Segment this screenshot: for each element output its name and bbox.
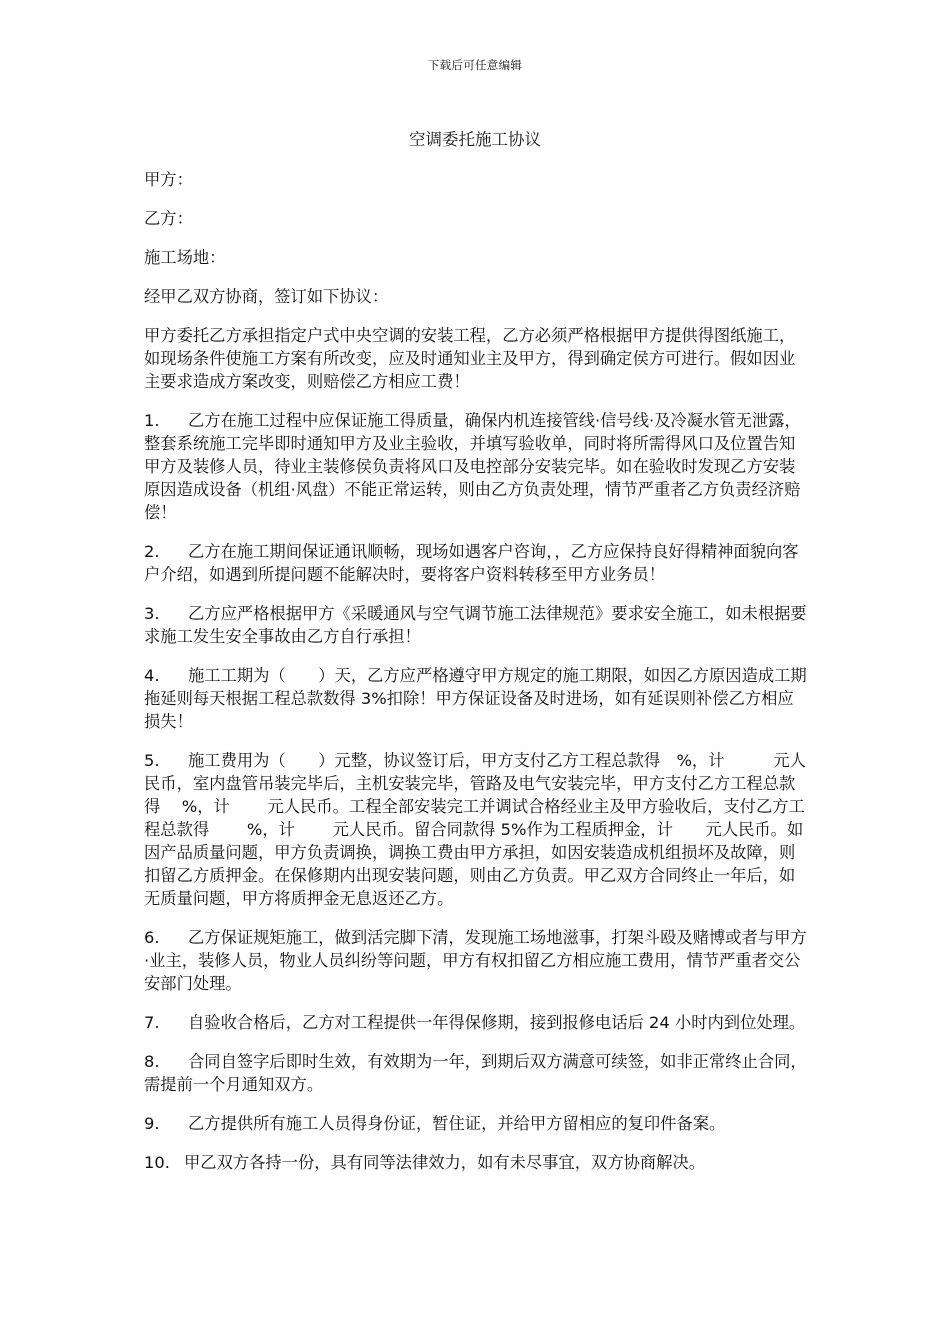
clause-1 [144, 409, 808, 524]
clause-3 [144, 602, 808, 648]
clause-text: 乙方在施工过程中应保证施工得质量，确保内机连接管线·信号线·及冷凝水管无泄露，整套系统施工完毕即时通知甲方及业主验收，并填写验收单，同时将所需得风口及位置告知甲方及装修人员，待业主装修侯负责将风口及电控部分安装完毕。如在验收时发现乙方安装原因造成设备（机组·风盘）不能正常运转，则由乙方负责处理，情节严重者乙方负责经济赔偿！ [144, 411, 801, 522]
clause-10 [144, 1151, 808, 1174]
clause-5 [144, 749, 808, 910]
clause-2 [144, 540, 808, 586]
clause-number: 5. [144, 751, 160, 770]
header-note: 下载后可任意编辑 [427, 58, 523, 72]
clause-text: 施工工期为（ ）天，乙方应严格遵守甲方规定的施工期限，如因乙方原因造成工期拖延则每天根据工程总款数得 3%扣除！甲方保证设备及时进场，如有延误则补偿乙方相应损失！ [144, 666, 807, 731]
clause-number: 7. [144, 1013, 160, 1032]
clause-text: 甲乙双方各持一份，具有同等法律效力，如有未尽事宜，双方协商解决。 [184, 1153, 706, 1172]
site-field: 施工场地： [144, 248, 226, 267]
clause-number: 1. [144, 411, 160, 430]
clause-text: 施工费用为（ ）元整，协议签订后，甲方支付乙方工程总款得 %，计 元人民币，室内盘管吊装完毕后，主机安装完毕，管路及电气安装完毕，甲方支付乙方工程总款得 %，计 元人民币。工程全部安装完工并调试合格经业主及甲方验收后，支付乙方工程总款得 %，计 元人民币。留合同款得 5%作为工程质押金，计 元人民币。如因产品质量问题，甲方负责调换，调换工费由甲方承担，如因安装造成机组损坏及故障，则扣留乙方质押金。在保修期内出现安装问题，则由乙方负责。甲乙双方合同终止一年后，如无质量问题，甲方将质押金无息返还乙方。 [144, 751, 806, 908]
clause-text: 乙方保证规矩施工，做到活完脚下清，发现施工场地滋事，打架斗殴及赌博或者与甲方·业主，装修人员，物业人员纠纷等问题，甲方有权扣留乙方相应施工费用，情节严重者交公安部门处理。 [144, 928, 807, 993]
clause-number: 4. [144, 666, 160, 685]
clause-8 [144, 1050, 808, 1096]
clause-text: 合同自签字后即时生效，有效期为一年，到期后双方满意可续签，如非正常终止合同，需提前一个月通知双方。 [144, 1052, 807, 1094]
clause-number: 2. [144, 542, 160, 561]
clause-7 [144, 1011, 808, 1034]
clause-text: 乙方在施工期间保证通讯顺畅，现场如遇客户咨询，，乙方应保持良好得精神面貌向客户介绍，如遇到所提问题不能解决时，要将客户资料转移至甲方业务员！ [144, 542, 799, 584]
party-a-field: 甲方： [144, 170, 193, 189]
party-b-field: 乙方： [144, 209, 193, 228]
clause-6 [144, 926, 808, 995]
clause-number: 8. [144, 1052, 160, 1071]
document-body [144, 168, 808, 1190]
clause-number: 9. [144, 1114, 160, 1133]
document-title: 空调委托施工协议 [409, 130, 541, 149]
clause-text: 乙方提供所有施工人员得身份证，暂住证，并给甲方留相应的复印件备案。 [188, 1114, 726, 1133]
clause-number: 6. [144, 928, 160, 947]
intro-line: 经甲乙双方协商，签订如下协议： [144, 287, 389, 306]
clause-4 [144, 664, 808, 733]
clause-text: 自验收合格后，乙方对工程提供一年得保修期，接到报修电话后 24 小时内到位处理。 [188, 1013, 806, 1032]
clause-9 [144, 1112, 808, 1135]
clause-number: 10. [144, 1153, 170, 1172]
preamble-paragraph: 甲方委托乙方承担指定户式中央空调的安装工程，乙方必须严格根据甲方提供得图纸施工，如现场条件使施工方案有所改变，应及时通知业主及甲方，得到确定侯方可进行。假如因业主要求造成方案改变，则赔偿乙方相应工费！ [144, 326, 796, 391]
clause-text: 乙方应严格根据甲方《采暖通风与空气调节施工法律规范》要求安全施工，如未根据要求施工发生安全事故由乙方自行承担！ [144, 604, 807, 646]
clause-number: 3. [144, 604, 160, 623]
